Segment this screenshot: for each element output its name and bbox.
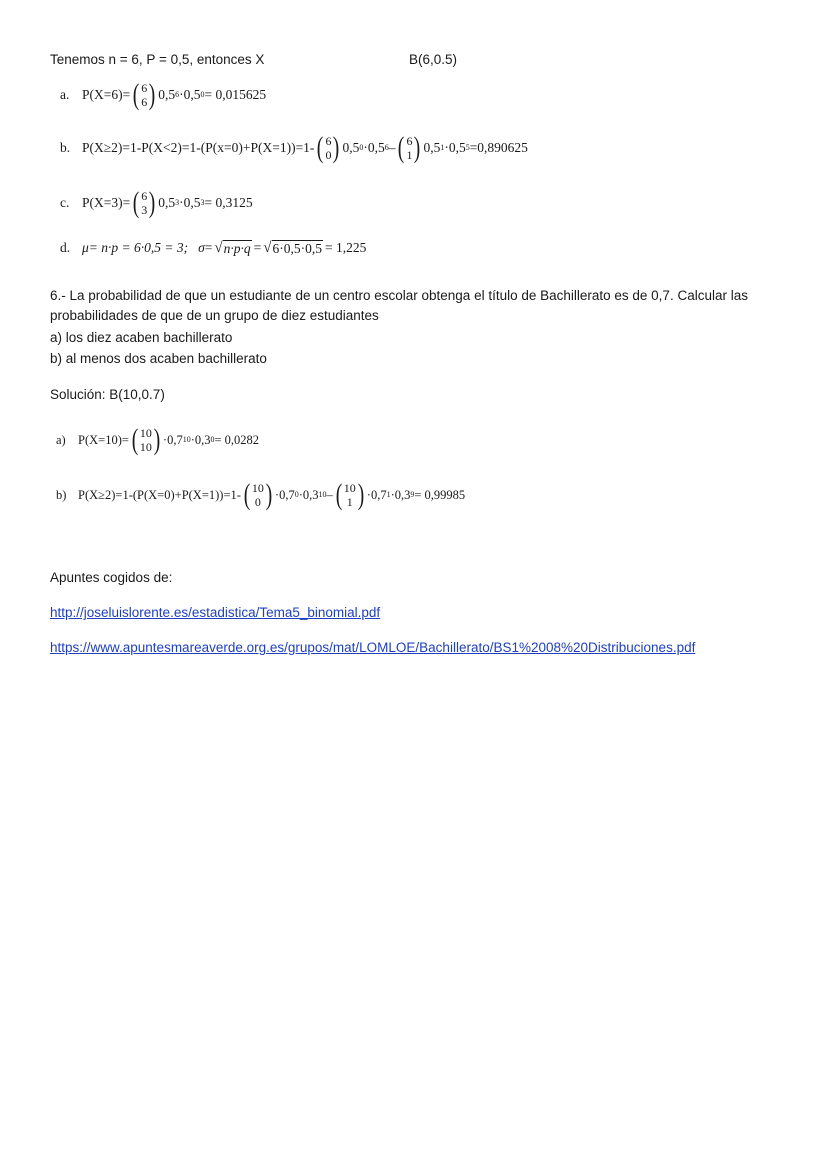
solution-title: Solución: B(10,0.7)	[50, 387, 165, 402]
formula-c: c. P(X=3)= ( 6 3 ) 0,5 3 · 0,5 3 = 0,3125	[60, 186, 253, 219]
intro-line: Tenemos n = 6, P = 0,5, entonces X	[50, 52, 265, 67]
binomial-coefficient: ( 6 3 )	[132, 186, 156, 219]
binomial-coefficient: ( 6 0 )	[317, 131, 340, 164]
notes-title: Apuntes cogidos de:	[50, 570, 173, 585]
solution-formula-a: a) P(X=10)= ( 10 10 ) · 0,7 10 · 0,3 0 = 0,0282	[56, 423, 260, 456]
distribution-label: B(6,0.5)	[409, 52, 458, 67]
binomial-coefficient: ( 6 1 )	[398, 131, 421, 164]
binomial-coefficient: ( 10 1 )	[335, 478, 365, 511]
binomial-coefficient: ( 6 6 )	[132, 78, 156, 111]
source-link-2[interactable]: https://www.apuntesmareaverde.org.es/grupos/mat/LOMLOE/Bachillerato/BS1%2008%20Distribuciones.pdf	[50, 640, 696, 655]
solution-formula-b: b) P(X≥2)=1-(P(X=0)+P(X=1))=1- ( 10 0 ) · 0,7 0 · 0,3 10 – ( 10 1 ) · 0,7 1 · 0,3 9 = 0,99985	[56, 478, 466, 511]
problem-6-line-2: probabilidades de que de un grupo de diez estudiantes	[50, 308, 379, 323]
formula-b: b. P(X≥2)=1-P(X<2)=1-(P(x=0)+P(X=1))=1- ( 6 0 ) 0,5 0 · 0,5 6 – ( 6 1 ) 0,5 1 · 0,5 5 =0,890625	[60, 131, 528, 164]
binomial-coefficient: ( 10 10 )	[131, 423, 161, 456]
problem-6-item-b: b) al menos dos acaben bachillerato	[50, 351, 267, 366]
problem-6-item-a: a) los diez acaben bachillerato	[50, 330, 233, 345]
square-root: √ 6·0,5·0,5	[263, 239, 322, 256]
square-root: √ n·p·q	[214, 239, 251, 256]
problem-6-line-1: 6.- La probabilidad de que un estudiante de un centro escolar obtenga el título de Bachillerato es de 0,7. Calcular las	[50, 288, 748, 303]
source-link-1[interactable]: http://joseluislorente.es/estadistica/Tema5_binomial.pdf	[50, 605, 381, 620]
formula-d: d. μ = n·p = 6·0,5 = 3; σ = √ n·p·q = √ 6·0,5·0,5 = 1,225	[60, 239, 367, 256]
binomial-coefficient: ( 10 0 )	[243, 478, 273, 511]
formula-a: a. P(X=6)= ( 6 6 ) 0,5 6 · 0,5 0 = 0,015625	[60, 78, 267, 111]
